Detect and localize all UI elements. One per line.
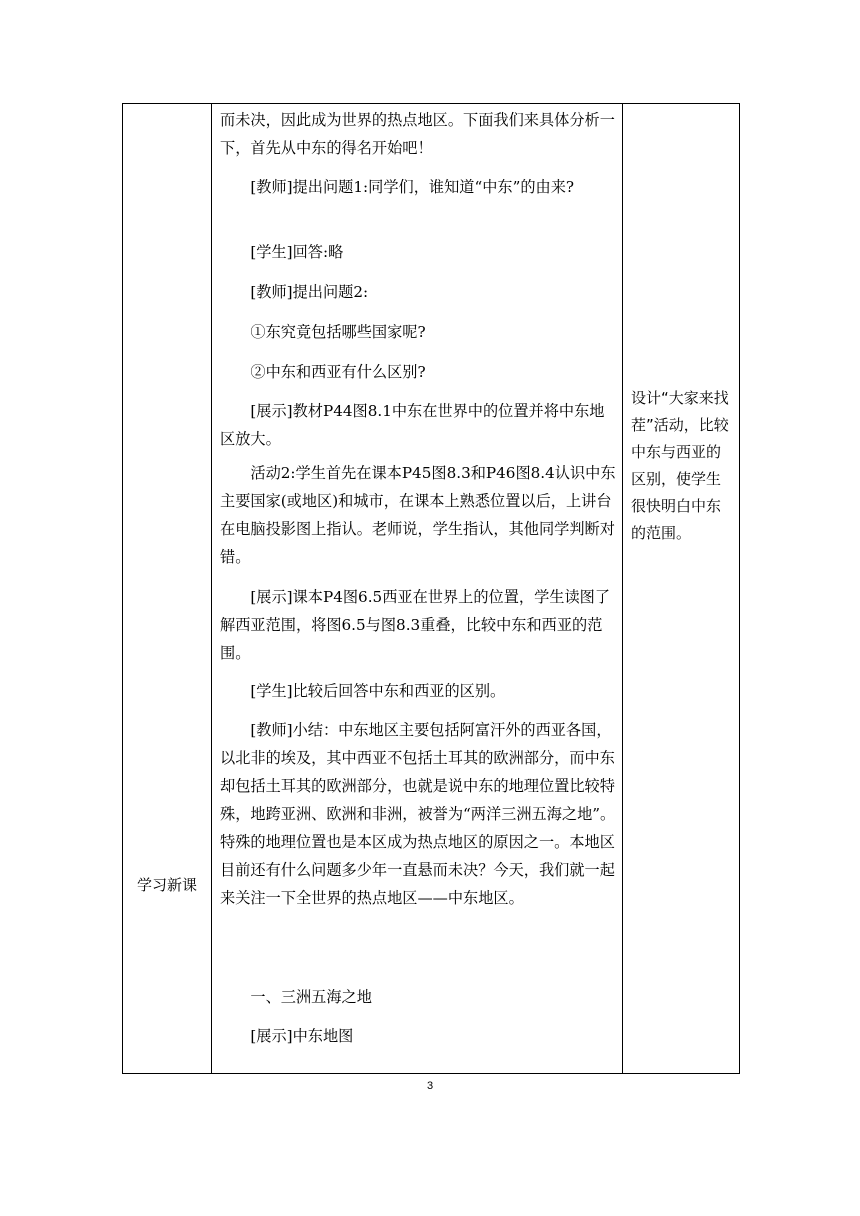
table-row [123,104,740,1074]
paragraph-section-heading: 一、三洲五海之地 [220,988,372,1006]
paragraph-summary: [教师]小结：中东地区主要包括阿富汗外的西亚各国，以北非的埃及，其中西亚不包括土耳其的欧洲部分，而中东却包括土耳其的欧洲部分，也就是说中东的地理位置比较特殊，地跨亚洲、欧洲和非洲，被誉为“两洋三洲五海之地”。特殊的地理位置也是本区成为热点地区的原因之一。本地区目前还有什么问题多少年一直悬而未决？今天，我们就一起来关注一下全世界的热点地区——中东地区。 [220,721,616,907]
paragraph-show-textbook: [展示]教材P44图8.1中东在世界中的位置并将中东地区放大。 [220,402,605,448]
paragraph-show-middle-east-map: [展示]中东地图 [220,1027,354,1045]
section-label-cell [123,104,212,1074]
paragraph-show-map: [展示]课本P4图6.5西亚在世界上的位置，学生读图了解西亚范围，将图6.5与图8.3重叠，比较中东和西亚的范围。 [220,588,611,662]
paragraph-activity-2: 活动2:学生首先在课本P45图8.3和P46图8.4认识中东主要国家(或地区)和城市，在课本上熟悉位置以后，上讲台在电脑投影图上指认。老师说，学生指认，其他同学判断对错。 [220,464,616,566]
lesson-table [122,103,740,1074]
paragraph-question-2: [教师]提出问题2: [220,283,369,301]
paragraph-student-answer: [学生]回答:略 [220,243,344,261]
paragraph-intro: 而未决，因此成为世界的热点地区。下面我们来具体分析一下，首先从中东的得名开始吧！ [220,111,615,157]
section-label: 学习新课 [136,876,197,894]
paragraph-subquestion-2: ②中东和西亚有什么区别? [220,363,426,381]
teaching-process-cell [212,104,623,1074]
paragraph-subquestion-1: ①东究竟包括哪些国家呢? [220,323,426,341]
paragraph-student-compare: [学生]比较后回答中东和西亚的区别。 [220,682,506,700]
page-number: 3 [426,1080,434,1092]
design-intent-cell [623,104,740,1074]
design-note: 设计“大家来找茬”活动，比较中东与西亚的区别，使学生很快明白中东的范围。 [631,389,729,542]
paragraph-question-1: [教师]提出问题1:同学们，谁知道“中东”的由来? [220,178,575,196]
